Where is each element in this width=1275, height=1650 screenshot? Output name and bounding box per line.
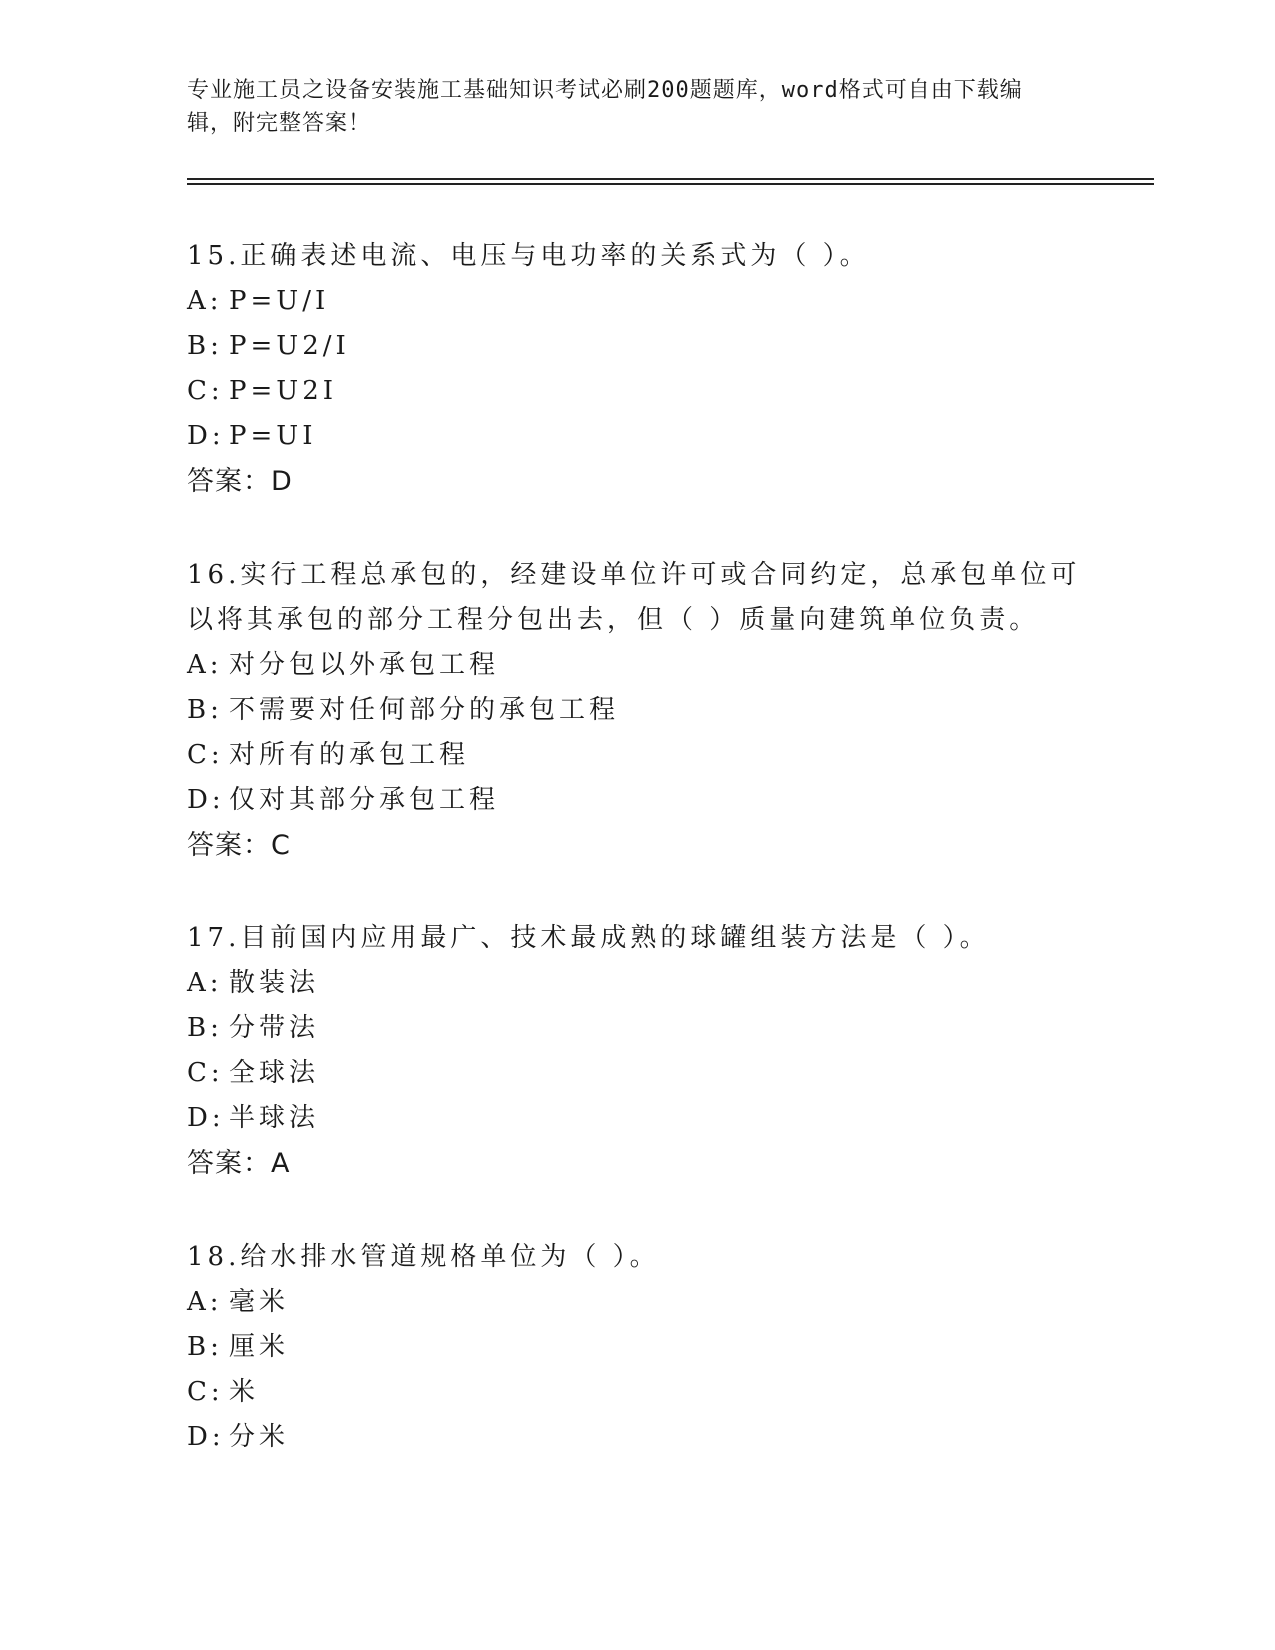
option-key: C: bbox=[187, 1377, 224, 1407]
option-d bbox=[187, 414, 1087, 459]
option-a bbox=[187, 961, 1087, 1006]
option-text: 全球法 bbox=[229, 1058, 320, 1088]
question-body: 实行工程总承包的，经建设单位许可或合同约定，总承包单位可以将其承包的部分工程分包出去，但（ ）质量向建筑单位负责。 bbox=[187, 560, 1081, 635]
option-key: D: bbox=[187, 1422, 225, 1452]
header-divider-top bbox=[187, 178, 1154, 180]
answer-line: 答案：C bbox=[187, 830, 291, 861]
option-key: A: bbox=[187, 968, 223, 998]
option-key: C: bbox=[187, 1058, 224, 1088]
question-number: 15. bbox=[187, 241, 241, 271]
option-text: 厘米 bbox=[229, 1332, 290, 1362]
option-a bbox=[187, 643, 1087, 688]
option-key: A: bbox=[187, 650, 223, 680]
question-number: 16. bbox=[187, 560, 241, 590]
option-c bbox=[187, 1051, 1087, 1096]
question-16 bbox=[187, 553, 1087, 868]
option-key: C: bbox=[187, 376, 224, 406]
option-key: D: bbox=[187, 1103, 225, 1133]
question-17 bbox=[187, 916, 1087, 1186]
option-a bbox=[187, 1280, 1087, 1325]
option-key: B: bbox=[187, 331, 223, 361]
option-a bbox=[187, 279, 1087, 324]
question-text bbox=[187, 553, 1087, 643]
option-b bbox=[187, 1006, 1087, 1051]
document-header: 专业施工员之设备安装施工基础知识考试必刷200题题库，word格式可自由下载编辑，附完整答案！ bbox=[187, 78, 1023, 136]
option-c bbox=[187, 369, 1087, 414]
option-text: P=U2I bbox=[229, 376, 338, 406]
option-text: 对所有的承包工程 bbox=[229, 740, 470, 770]
option-text: 分米 bbox=[229, 1422, 290, 1452]
answer-line: 答案：A bbox=[187, 1148, 291, 1179]
option-key: B: bbox=[187, 1013, 223, 1043]
header-divider-bottom bbox=[187, 183, 1154, 185]
option-text: 不需要对任何部分的承包工程 bbox=[229, 695, 620, 725]
question-text bbox=[187, 916, 1087, 961]
option-text: P=U/I bbox=[229, 286, 330, 316]
option-text: 对分包以外承包工程 bbox=[229, 650, 500, 680]
option-c bbox=[187, 1370, 1087, 1415]
option-d bbox=[187, 1415, 1087, 1460]
question-text bbox=[187, 234, 1087, 279]
option-d bbox=[187, 778, 1087, 823]
option-text: 米 bbox=[229, 1377, 260, 1407]
option-c bbox=[187, 733, 1087, 778]
question-15 bbox=[187, 234, 1087, 504]
question-body: 目前国内应用最广、技术最成熟的球罐组装方法是（ ）。 bbox=[240, 923, 990, 953]
option-text: 仅对其部分承包工程 bbox=[229, 785, 500, 815]
option-key: D: bbox=[187, 785, 225, 815]
option-text: P=UI bbox=[229, 421, 317, 451]
option-d bbox=[187, 1096, 1087, 1141]
option-b bbox=[187, 1325, 1087, 1370]
question-body: 正确表述电流、电压与电功率的关系式为（ ）。 bbox=[240, 241, 870, 271]
question-number: 17. bbox=[187, 923, 241, 953]
option-b bbox=[187, 324, 1087, 369]
option-b bbox=[187, 688, 1087, 733]
option-key: B: bbox=[187, 695, 223, 725]
option-key: A: bbox=[187, 1287, 223, 1317]
option-text: 散装法 bbox=[229, 968, 320, 998]
option-key: C: bbox=[187, 740, 224, 770]
question-body: 给水排水管道规格单位为（ ）。 bbox=[240, 1242, 660, 1272]
answer-line: 答案：D bbox=[187, 466, 293, 497]
question-text bbox=[187, 1235, 1087, 1280]
option-text: 半球法 bbox=[229, 1103, 320, 1133]
option-key: B: bbox=[187, 1332, 223, 1362]
question-18 bbox=[187, 1235, 1087, 1460]
option-text: P=U2/I bbox=[229, 331, 350, 361]
question-number: 18. bbox=[187, 1242, 241, 1272]
option-key: D: bbox=[187, 421, 225, 451]
option-text: 毫米 bbox=[229, 1287, 290, 1317]
option-key: A: bbox=[187, 286, 223, 316]
option-text: 分带法 bbox=[229, 1013, 320, 1043]
